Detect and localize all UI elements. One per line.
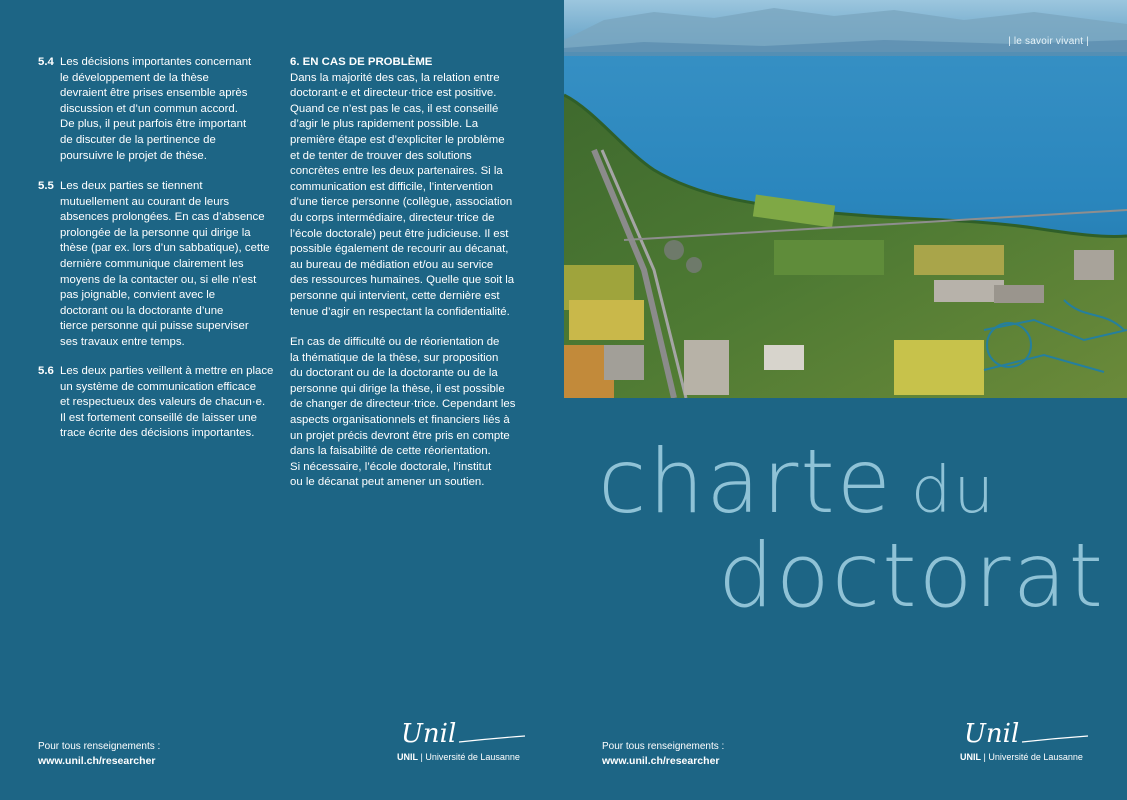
unil-logo-left [397, 716, 527, 764]
text-line: possible également de recourir au décanat, [290, 243, 509, 256]
text-line: Si nécessaire, l’école doctorale, l’institut [290, 460, 492, 473]
text-line: ses travaux entre temps. [60, 335, 185, 348]
text-line: Les deux parties veillent à mettre en place [60, 365, 274, 377]
tagline: | le savoir vivant | [1008, 36, 1089, 47]
text-line: communication est difficile, l’intervention [290, 180, 494, 193]
text-line: absences prolongées. En cas d’absence [60, 211, 265, 224]
text-line: tenue d’agir en respectant la confidentialité. [290, 305, 510, 318]
text-line: un système de communication efficace [60, 380, 257, 393]
section-number: 5.5 [38, 180, 54, 192]
svg-text:Unil: Unil [964, 719, 1020, 749]
section-5-4 [38, 55, 278, 164]
text-line: des ressources humaines. Quelle que soit la [290, 274, 515, 287]
text-line: personne qui intervient, cette dernière est [290, 289, 500, 302]
cover-title-line-2 [718, 524, 1106, 627]
text-line: l’école doctorale) peut être judicieuse. Il est [290, 227, 509, 240]
text-line: personne qui dirige la thèse, il est possible [290, 382, 505, 395]
text-line: Les décisions importantes concernant [60, 56, 252, 68]
text-line: doctorant ou la doctorante d’une [60, 304, 224, 317]
text-line: de changer de directeur·trice. Cependant les [290, 398, 516, 411]
info-url-link[interactable]: www.unil.ch/researcher [38, 755, 156, 767]
unil-script-logo-icon [960, 716, 1090, 750]
section-heading: 6. EN CAS DE PROBLÈME [290, 56, 433, 68]
text-line: prolongée de la personne qui dirige la [60, 226, 251, 239]
text-line: d’une tierce personne (collègue, association [290, 196, 513, 209]
footer-info-right [602, 740, 724, 768]
text-line: concrètes entre les deux partenaires. Si la [290, 165, 503, 178]
text-line: ou le décanat peut amener un soutien. [290, 476, 485, 489]
text-line: et de tenter de trouver des solutions [290, 149, 472, 162]
text-line: trace écrite des décisions importantes. [60, 427, 255, 440]
text-line: De plus, il peut parfois être important [60, 118, 247, 131]
text-line: Quand ce n’est pas le cas, il est conseillé [290, 102, 499, 115]
text-line: Il est fortement conseillé de laisser une [60, 411, 257, 424]
title-word-du: du [910, 454, 997, 528]
text-line: un projet précis devront être pris en compte [290, 429, 510, 442]
text-line: aspects organisationnels et financiers liés à [290, 414, 510, 427]
section-5-6 [38, 364, 278, 442]
text-line: devraient être prises ensemble après [60, 87, 248, 100]
text-line: la thématique de la thèse, sur proposition [290, 351, 499, 364]
text-line: dans la faisabilité de cette réorientation. [290, 445, 491, 458]
text-line: d’agir le plus rapidement possible. La [290, 118, 479, 131]
text-line: du doctorant ou de la doctorante ou de la [290, 367, 498, 380]
lake-campus-image [564, 0, 1127, 398]
title-word-doctorat: doctorat [718, 524, 1106, 627]
text-line: du corps intermédiaire, directeur·trice de [290, 211, 495, 224]
text-line: Dans la majorité des cas, la relation entre [290, 71, 500, 84]
paragraph-1 [290, 71, 515, 321]
info-label: Pour tous renseignements : [38, 741, 161, 752]
text-line: et respectueux des valeurs de chacun·e. [60, 396, 266, 409]
text-line: pas joignable, convient avec le [60, 289, 216, 302]
text-line: dernière communique clairement les [60, 257, 244, 270]
cover-title-line-1 [598, 430, 997, 533]
text-line: poursuivre le projet de thèse. [60, 149, 207, 162]
svg-text:Unil: Unil [401, 719, 457, 749]
title-word-charte: charte [598, 430, 893, 533]
text-line: Les deux parties se tiennent [60, 180, 203, 192]
text-line: première étape est d’expliciter le problème [290, 133, 505, 146]
unil-logo-text: UNIL | Université de Lausanne [960, 752, 1083, 762]
text-line: moyens de la contacter ou, si elle n’est [60, 273, 257, 286]
section-number: 5.6 [38, 365, 54, 377]
unil-logo-right [960, 716, 1090, 764]
text-line: mutuellement au courant de leurs [60, 195, 230, 208]
section-text [38, 55, 278, 164]
section-6 [290, 55, 515, 491]
info-url-link[interactable]: www.unil.ch/researcher [602, 755, 720, 767]
section-text [38, 364, 278, 442]
text-line: discussion et d’un commun accord. [60, 102, 238, 115]
footer-info-left [38, 740, 160, 768]
text-line: de discuter de la pertinence de [60, 133, 216, 146]
text-line: au bureau de médiation et/ou au service [290, 258, 494, 271]
text-line: le développement de la thèse [60, 71, 209, 84]
unil-script-logo-icon [397, 716, 527, 750]
info-label: Pour tous renseignements : [602, 741, 725, 752]
unil-logo-text: UNIL | Université de Lausanne [397, 752, 520, 762]
text-line: En cas de difficulté ou de réorientation de [290, 336, 500, 349]
text-line: thèse (par ex. lors d’un sabbatique), cette [60, 242, 270, 255]
text-line: tierce personne qui puisse superviser [60, 320, 249, 333]
section-5-5 [38, 179, 278, 351]
paragraph-2 [290, 335, 515, 491]
section-text [38, 179, 278, 351]
section-number: 5.4 [38, 56, 54, 68]
aerial-photo [564, 0, 1127, 398]
text-line: doctorant·e et directeur·trice est positive. [290, 87, 497, 100]
